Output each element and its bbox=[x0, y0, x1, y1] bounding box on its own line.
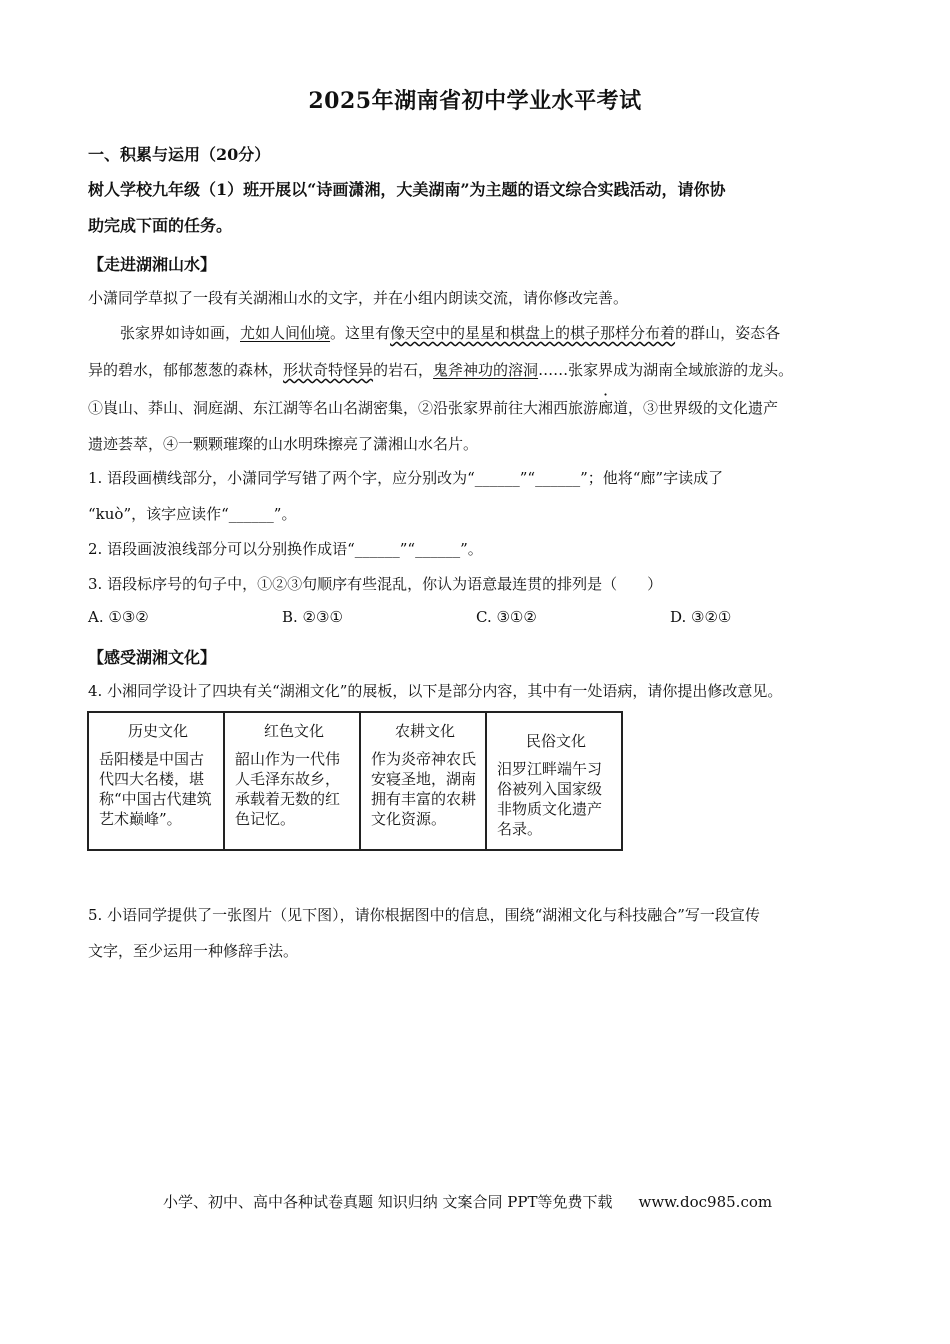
underlined-phrase: 鬼斧神功的溶洞 bbox=[433, 361, 539, 379]
wavy-phrase: 形状奇特怪异 bbox=[283, 361, 374, 379]
dotted-character: 廊 bbox=[598, 399, 614, 417]
text: ……张家界成为湖南全域旅游的龙头。 bbox=[538, 361, 794, 379]
text: 。这里有 bbox=[330, 324, 391, 342]
board-title: 农耕文化 bbox=[394, 722, 455, 740]
text: 的群山，姿态各 bbox=[675, 324, 781, 342]
question-2: 2. 语段画波浪线部分可以分别换作成语“______”“______”。 bbox=[88, 540, 483, 558]
text: 异的碧水，郁郁葱葱的森林， bbox=[88, 361, 284, 379]
part-lead: 小潇同学草拟了一段有关湖湘山水的文字，并在小组内朗读交流，请你修改完善。 bbox=[88, 289, 629, 307]
passage-line-1 bbox=[120, 322, 780, 343]
section-heading: 一、积累与运用（20分） bbox=[88, 145, 271, 164]
wavy-phrase: 像天空中的星星和棋盘上的棋子那样分布着 bbox=[390, 324, 676, 342]
board-title: 历史文化 bbox=[127, 722, 188, 740]
part-heading-culture: 【感受湖湘文化】 bbox=[88, 648, 217, 667]
intro-line-1: 树人学校九年级（1）班开展以“诗画潇湘，大美湖南”为主题的语文综合实践活动，请你协 bbox=[88, 180, 726, 199]
question-5-line-1: 5. 小语同学提供了一张图片（见下图），请你根据图中的信息，围绕“湖湘文化与科技融合”写一段宣传 bbox=[88, 906, 760, 924]
option-a: A. ①③② bbox=[88, 608, 149, 626]
board-body: 汨罗江畔端午习俗被列入国家级非物质文化遗产名录。 bbox=[497, 760, 603, 838]
footer-text: 小学、初中、高中各种试卷真题 知识归纳 文案合同 PPT等免费下载 bbox=[163, 1193, 613, 1211]
intro-line-2: 助完成下面的任务。 bbox=[88, 216, 233, 235]
option-d: D. ③②① bbox=[670, 608, 732, 626]
question-4: 4. 小湘同学设计了四块有关“湖湘文化”的展板，以下是部分内容，其中有一处语病，请你提出修改意见。 bbox=[88, 682, 783, 700]
board-body: 岳阳楼是中国古代四大名楼，堪称“中国古代建筑艺术巅峰”。 bbox=[99, 750, 212, 828]
board-red bbox=[224, 712, 360, 850]
question-1-line-1: 1. 语段画横线部分，小潇同学写错了两个字，应分别改为“______”“______”；他将“廊”字读成了 bbox=[88, 469, 724, 487]
option-b: B. ②③① bbox=[282, 608, 343, 626]
text: ①崀山、莽山、洞庭湖、东江湖等名山名湖密集，②沿张家界前往大湘西旅游 bbox=[88, 399, 599, 417]
question-3: 3. 语段标序号的句子中，①②③句顺序有些混乱，你认为语意最连贯的排列是（ ） bbox=[88, 575, 663, 593]
culture-boards-table bbox=[87, 711, 623, 851]
board-title: 红色文化 bbox=[263, 722, 324, 740]
passage-line-4: 遗迹荟萃，④一颗颗璀璨的山水明珠擦亮了潇湘山水名片。 bbox=[88, 435, 479, 453]
text: 的岩石， bbox=[373, 361, 434, 379]
board-body: 作为炎帝神农氏安寝圣地，湖南拥有丰富的农耕文化资源。 bbox=[371, 750, 477, 828]
board-farming bbox=[360, 712, 486, 850]
board-body: 韶山作为一代伟人毛泽东故乡，承载着无数的红色记忆。 bbox=[235, 750, 341, 828]
part-heading-landscape: 【走进湖湘山水】 bbox=[88, 255, 217, 274]
question-1-line-2: “kuò”，该字应读作“______”。 bbox=[88, 505, 297, 523]
footer-site-link[interactable]: www.doc985.com bbox=[638, 1193, 773, 1211]
text: 张家界如诗如画， bbox=[120, 324, 241, 342]
page-title: 2025年湖南省初中学业水平考试 bbox=[308, 88, 642, 114]
board-history bbox=[88, 712, 224, 850]
board-title: 民俗文化 bbox=[525, 732, 586, 750]
board-folk bbox=[486, 712, 622, 850]
question-5-line-2: 文字，至少运用一种修辞手法。 bbox=[88, 942, 299, 960]
passage-line-2 bbox=[88, 359, 793, 380]
underlined-phrase: 尤如人间仙境 bbox=[240, 324, 331, 342]
option-c: C. ③①② bbox=[476, 608, 537, 626]
page-footer bbox=[163, 1191, 772, 1212]
text: 道，③世界级的文化遗产 bbox=[613, 399, 779, 417]
passage-line-3 bbox=[88, 397, 778, 418]
